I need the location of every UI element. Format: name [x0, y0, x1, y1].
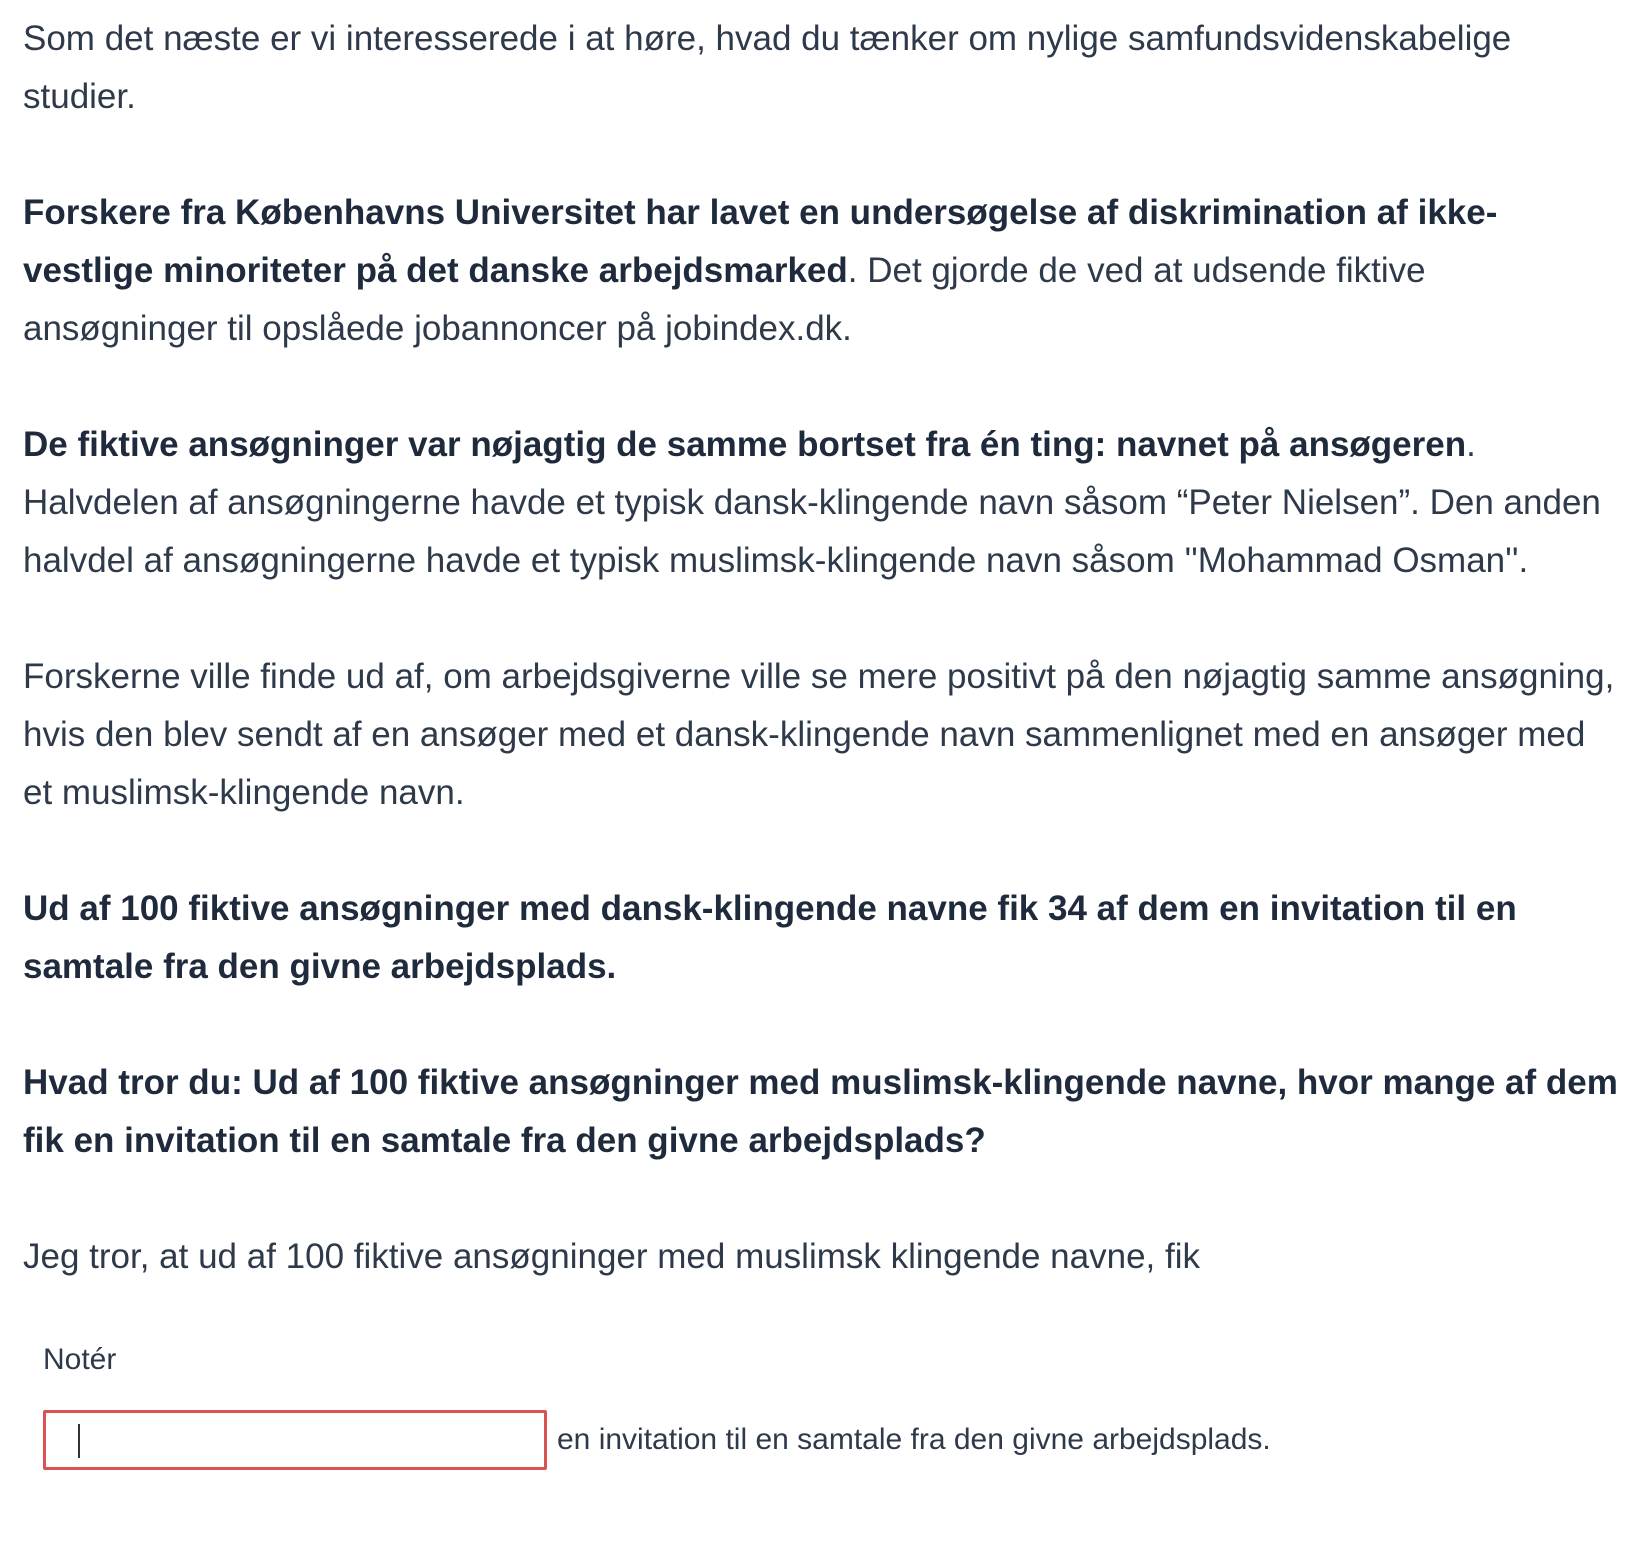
answer-block: [23, 1340, 1623, 1470]
purpose-text: Forskerne ville finde ud af, om arbejdsgiverne ville se mere positivt på den nøjagtig samme ansøgning, hvis den blev sendt af en ansøger med et dansk-klingende navn sammenlignet med en ansøger med et muslimsk-klingende navn.: [23, 657, 1615, 812]
question-text: Hvad tror du: Ud af 100 fiktive ansøgninger med muslimsk-klingende navne, hvor mange af dem fik en invitation til en samtale fra den givne arbejdsplads?: [23, 1063, 1618, 1160]
names-description-rest: . Halvdelen af ansøgningerne havde et typisk dansk-klingende navn såsom “Peter Nielsen”. Den anden halvdel af ansøgningerne havde et typisk muslimsk-klingende navn såsom ''Mohammad Osman''.: [23, 425, 1601, 580]
study-description: [23, 184, 1623, 358]
study-description-bold: Forskere fra Københavns Universitet har lavet en undersøgelse af diskrimination af ikke-vestlige minoriteter på det danske arbejdsmarked: [23, 193, 1498, 290]
study-description-rest: . Det gjorde de ved at udsende fiktive ansøgninger til opslåede jobannoncer på jobindex.dk.: [23, 251, 1426, 348]
intro-text: Som det næste er vi interesserede i at høre, hvad du tænker om nylige samfundsvidenskabelige studier.: [23, 19, 1512, 116]
answer-suffix: en invitation til en samtale fra den givne arbejdsplads.: [557, 1423, 1271, 1456]
answer-input-wrapper: [43, 1410, 547, 1470]
names-description: [23, 416, 1623, 590]
answer-label: Notér: [43, 1343, 117, 1376]
answer-input[interactable]: [43, 1410, 547, 1470]
result-text: Ud af 100 fiktive ansøgninger med dansk-klingende navne fik 34 af dem en invitation til en samtale fra den givne arbejdsplads.: [23, 889, 1517, 986]
answer-row: [43, 1410, 1623, 1470]
names-description-bold: De fiktive ansøgninger var nøjagtig de samme bortset fra én ting: navnet på ansøgeren: [23, 425, 1467, 464]
answer-prefix: Jeg tror, at ud af 100 fiktive ansøgninger med muslimsk klingende navne, fik: [23, 1237, 1200, 1276]
text-cursor: [78, 1424, 80, 1458]
